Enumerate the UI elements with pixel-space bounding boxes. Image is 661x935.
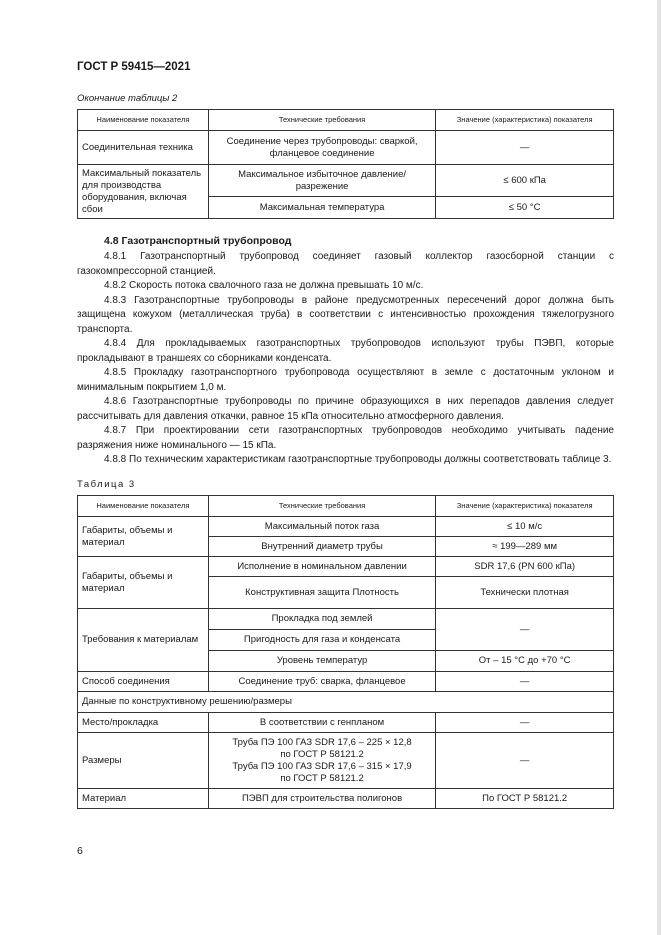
paragraph: 4.8.8 По техническим характеристикам газотранспортные трубопроводы должны соответствовать таблице 3.: [104, 454, 612, 465]
table3-cell-req: Прокладка под землей: [208, 609, 436, 630]
table3-cell-req: Максимальный поток газа: [208, 517, 436, 537]
table3-cell-req: Соединение труб: сварка, фланцевое: [208, 672, 436, 692]
table3-cell-req: В соответствии с генпланом: [208, 713, 436, 733]
table3-cell-val: —: [436, 733, 614, 789]
table3-col-req: Технические требования: [208, 496, 436, 517]
page-header-standard: ГОСТ Р 59415—2021: [77, 61, 191, 73]
table3-cell-req: ПЭВП для строительства полигонов: [208, 789, 436, 809]
table3-cell-req: Конструктивная защита Плотность: [208, 577, 436, 609]
table3-cell-val: SDR 17,6 (PN 600 кПа): [436, 557, 614, 577]
page-number: 6: [77, 845, 83, 857]
table3-cell-name: Габариты, объемы и материал: [78, 557, 209, 609]
table-row: [78, 165, 614, 197]
table-row: [78, 789, 614, 809]
paragraph: 4.8.6 Газотранспортные трубопроводы по причине образующихся в них перепадов давления следует рассчитывать для давления откачки, равное 15 кПа относительно атмосферного давления.: [77, 396, 614, 422]
table3-cell-val: —: [436, 713, 614, 733]
paragraph: 4.8.7 При проектировании сети газотранспортных трубопроводов необходимо учитывать падение разряжения ниже номинального — 15 кПа.: [77, 425, 614, 451]
table2-cell-req: Максимальная температура: [208, 197, 436, 219]
table2-caption: Окончание таблицы 2: [77, 93, 178, 104]
paragraph: 4.8.3 Газотранспортные трубопроводы в районе предусмотренных пересечений дорог должна быть защищена кожухом (металлическая труба) в соответствии с интенсивностью прохождения тяжелогрузного транспорта.: [77, 294, 614, 335]
table-3: [77, 495, 614, 809]
table3-cell-name: Способ соединения: [78, 672, 209, 692]
size-line: по ГОСТ Р 58121.2: [280, 748, 364, 760]
section-body: [77, 250, 614, 468]
table3-col-val: Значение (характеристика) показателя: [436, 496, 614, 517]
table3-span-row: Данные по конструктивному решению/размеры: [78, 692, 614, 713]
paragraph: 4.8.4 Для прокладываемых газотранспортных трубопроводов используют трубы ПЭВП, которые прокладывают в траншеях со сборниками конденсата.: [77, 338, 614, 364]
table3-cell-req: Уровень температур: [208, 651, 436, 672]
table-2: [77, 109, 614, 219]
table2-cell-req: Соединение через трубопроводы: сваркой, фланцевое соединение: [208, 131, 436, 165]
table2-col-req: Технические требования: [208, 110, 436, 131]
table3-cell-val: По ГОСТ Р 58121.2: [436, 789, 614, 809]
table3-col-name: Наименование показателя: [78, 496, 209, 517]
table2-cell-req: Максимальное избыточное давление/ разрежение: [208, 165, 436, 197]
table-row: [78, 692, 614, 713]
table3-cell-val: Технически плотная: [436, 577, 614, 609]
table3-cell-val: —: [436, 672, 614, 692]
table3-cell-val: От – 15 °С до +70 °С: [436, 651, 614, 672]
table3-cell-val: ≤ 10 м/с: [436, 517, 614, 537]
table2-col-val: Значение (характеристика) показателя: [436, 110, 614, 131]
table3-header-row: [78, 496, 614, 517]
table-row: [78, 672, 614, 692]
table3-cell-val: ≈ 199—289 мм: [436, 537, 614, 557]
table3-cell-req: [208, 733, 436, 789]
table3-cell-req: Исполнение в номинальном давлении: [208, 557, 436, 577]
table3-cell-req: Внутренний диаметр трубы: [208, 537, 436, 557]
table3-cell-name: Требования к материалам: [78, 609, 209, 672]
table3-cell-val: —: [436, 609, 614, 651]
table-row: [78, 733, 614, 789]
table3-cell-name: Размеры: [78, 733, 209, 789]
table-row: [78, 609, 614, 630]
section-title: 4.8 Газотранспортный трубопровод: [104, 235, 292, 247]
size-line: Труба ПЭ 100 ГАЗ SDR 17,6 – 225 × 12,8: [232, 736, 412, 748]
table2-cell-name: Максимальный показатель для производства оборудования, включая сбои: [78, 165, 209, 219]
table2-cell-val: —: [436, 131, 614, 165]
table3-cell-name: Место/прокладка: [78, 713, 209, 733]
size-line: по ГОСТ Р 58121.2: [280, 772, 364, 784]
table-row: [78, 557, 614, 577]
page-edge: [657, 0, 661, 935]
size-line: Труба ПЭ 100 ГАЗ SDR 17,6 – 315 × 17,9: [232, 760, 412, 772]
table2-cell-val: ≤ 600 кПа: [436, 165, 614, 197]
table-row: [78, 131, 614, 165]
paragraph: 4.8.5 Прокладку газотранспортного трубопровода осуществляют в земле с достаточным уклоном и минимальным покрытием 1,0 м.: [77, 367, 614, 393]
table-row: [78, 713, 614, 733]
table2-cell-name: Соединительная техника: [78, 131, 209, 165]
table3-caption: Таблица 3: [77, 479, 136, 490]
table3-cell-name: Габариты, объемы и материал: [78, 517, 209, 557]
paragraph: 4.8.2 Скорость потока свалочного газа не должна превышать 10 м/с.: [104, 280, 424, 291]
paragraph: 4.8.1 Газотранспортный трубопровод соединяет газовый коллектор газосборной станции с газокомпрессорной станцией.: [77, 251, 614, 277]
table3-cell-name: Материал: [78, 789, 209, 809]
table2-col-name: Наименование показателя: [78, 110, 209, 131]
table-row: [78, 517, 614, 537]
table2-header-row: [78, 110, 614, 131]
table2-cell-val: ≤ 50 °С: [436, 197, 614, 219]
table3-cell-req: Пригодность для газа и конденсата: [208, 630, 436, 651]
